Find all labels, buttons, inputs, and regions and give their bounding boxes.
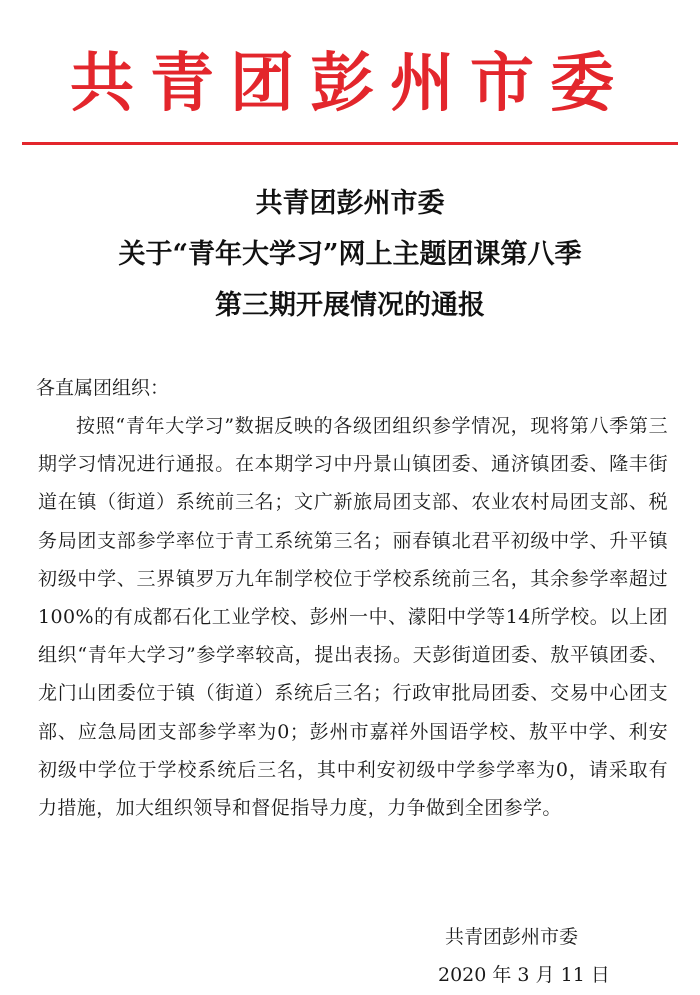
title-line-3: 第三期开展情况的通报 xyxy=(215,290,485,321)
title-line-2: 关于“青年大学习”网上主题团课第八季 xyxy=(118,239,582,270)
salutation: 各直属团组织： xyxy=(36,377,170,399)
letterhead-divider xyxy=(22,142,678,145)
signature-organization: 共青团彭州市委 xyxy=(445,926,579,948)
signature-date: 2020 年 3 月 11 日 xyxy=(438,964,610,986)
document-title xyxy=(20,178,680,331)
letterhead-title: 共青团彭州市委 xyxy=(70,47,630,121)
body-paragraph: 按照“青年大学习”数据反映的各级团组织参学情况，现将第八季第三期学习情况进行通报。在本期学习中丹景山镇团委、通济镇团委、隆丰街道在镇（街道）系统前三名；文广新旅局团支部、农业农村局团支部、税务局团支部参学率位于青工系统第三名；丽春镇北君平初级中学、升平镇初级中学、三界镇罗万九年制学校位于学校系统前三名，其余参学率超过100%的有成都石化工业学校、彭州一中、濛阳中学等14所学校。以上团组织“青年大学习”参学率较高，提出表扬。天彭街道团委、敖平镇团委、龙门山团委位于镇（街道）系统后三名；行政审批局团委、交易中心团支部、应急局团支部参学率为0；彭州市嘉祥外国语学校、敖平中学、利安初级中学位于学校系统后三名，其中利安初级中学参学率为0，请采取有力措施，加大组织领导和督促指导力度，力争做到全团参学。 xyxy=(38,415,668,820)
title-line-1: 共青团彭州市委 xyxy=(255,188,445,219)
